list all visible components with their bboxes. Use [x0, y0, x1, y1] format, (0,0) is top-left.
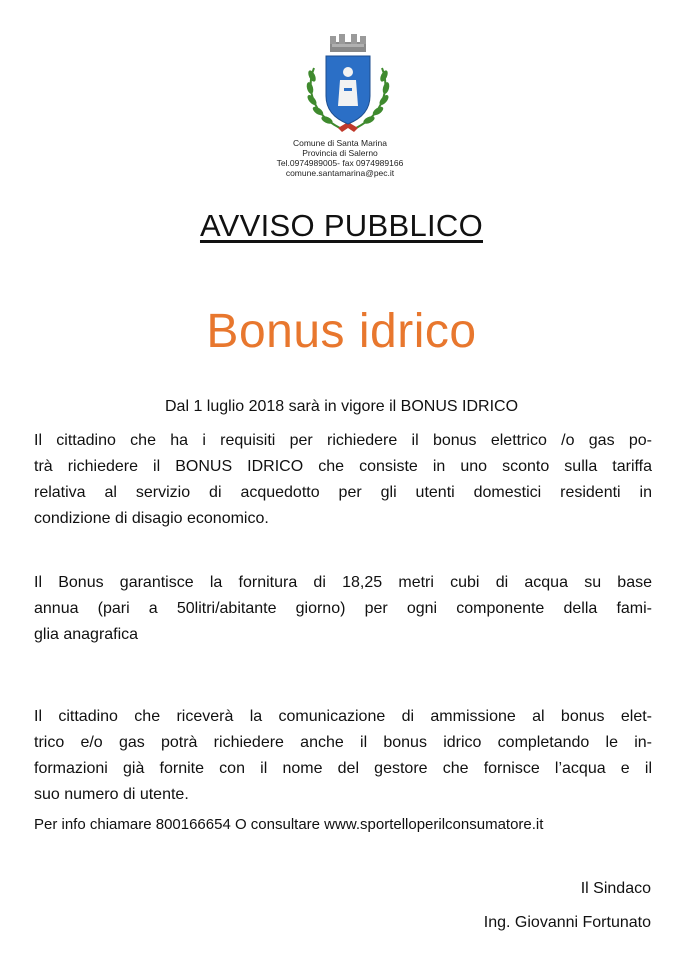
paragraph-line: Il Bonus garantisce la fornitura di 18,25 metri cubi di acqua su base [34, 574, 652, 591]
paragraph-line: trà richiedere il BONUS IDRICO che consiste in uno sconto sulla tariffa [34, 458, 652, 475]
paragraph-line: relativa al servizio di acquedotto per gli utenti domestici residenti in [34, 484, 652, 501]
notice-title: Bonus idrico [206, 305, 477, 358]
paragraph-line: Il cittadino che riceverà la comunicazione di ammissione al bonus elet- [34, 708, 652, 725]
notice-paragraph-1 [34, 428, 652, 532]
issuer-email: comune.santamarina@pec.it [285, 168, 395, 178]
issuer-block [250, 138, 430, 178]
notice-paragraph-3 [34, 704, 652, 808]
issuer-phone-fax: Tel.0974989005- fax 0974989166 [276, 158, 404, 168]
paragraph-line: annua (pari a 50litri/abitante giorno) per ogni componente della fami- [34, 600, 652, 617]
notice-heading: AVVISO PUBBLICO [199, 208, 483, 243]
paragraph-line: trico e/o gas potrà richiedere anche il bonus idrico completando le in- [34, 734, 652, 751]
paragraph-line: Il cittadino che ha i requisiti per richiedere il bonus elettrico /o gas po- [34, 432, 652, 449]
notice-intro: Dal 1 luglio 2018 sarà in vigore il BONUS IDRICO [164, 398, 519, 415]
signature-name: Ing. Giovanni Fortunato [483, 914, 651, 931]
municipal-coat-of-arms-icon [300, 32, 396, 140]
issuer-province: Provincia di Salerno [302, 148, 378, 158]
paragraph-line: formazioni già fornite con il nome del gestore che fornisce l’acqua e il [34, 760, 652, 777]
paragraph-line: glia anagrafica [34, 626, 139, 643]
notice-paragraph-2 [34, 570, 652, 648]
issuer-name: Comune di Santa Marina [292, 138, 388, 148]
signature-title: Il Sindaco [580, 880, 651, 897]
paragraph-line: condizione di disagio economico. [34, 510, 269, 527]
paragraph-line: suo numero di utente. [34, 786, 189, 803]
contact-info: Per info chiamare 800166654 O consultare www.sportelloperilconsumatore.it [34, 816, 544, 833]
